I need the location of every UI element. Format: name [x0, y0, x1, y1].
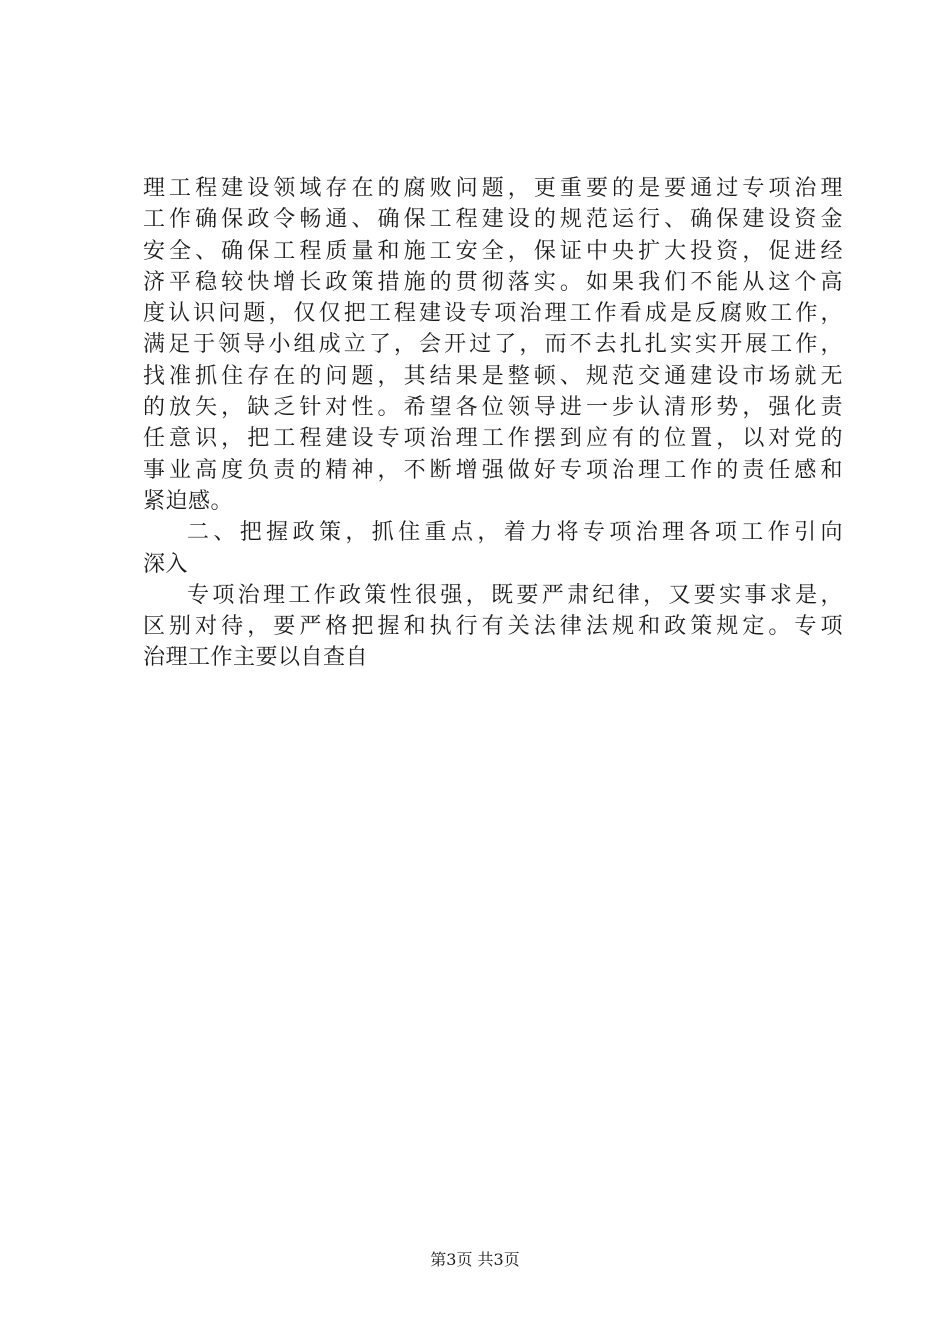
paragraph-line: 专项治理工作政策性很强，既要严肃纪律，又要实事求是，	[187, 582, 843, 608]
paragraph-line: 区别对待，要严格把握和执行有关法律法规和政策规定。专项	[143, 614, 843, 640]
body-text	[143, 173, 843, 674]
paragraph-line: 事业高度负责的精神，不断增强做好专项治理工作的责任感和	[143, 457, 843, 483]
page-footer	[0, 1247, 950, 1270]
page-indicator: 第3页 共3页	[430, 1250, 520, 1269]
section-heading-line: 二、把握政策，抓住重点，着力将专项治理各项工作引向	[187, 520, 843, 546]
paragraph-line: 度认识问题，仅仅把工程建设专项治理工作看成是反腐败工作，	[143, 301, 843, 327]
paragraph-line: 紧迫感。	[143, 488, 234, 514]
section-heading-line: 深入	[143, 551, 189, 577]
paragraph-line: 满足于领导小组成立了，会开过了，而不去扎扎实实开展工作，	[143, 332, 843, 358]
paragraph-line: 找准抓住存在的问题，其结果是整顿、规范交通建设市场就无	[143, 363, 843, 389]
paragraph-line: 工作确保政令畅通、确保工程建设的规范运行、确保建设资金	[143, 207, 843, 233]
paragraph-line: 理工程建设领域存在的腐败问题，更重要的是要通过专项治理	[143, 176, 843, 201]
paragraph-line: 济平稳较快增长政策措施的贯彻落实。如果我们不能从这个高	[143, 269, 843, 295]
paragraph-line: 的放矢，缺乏针对性。希望各位领导进一步认清形势，强化责	[143, 395, 843, 421]
paragraph-line: 治理工作主要以自查自	[143, 645, 369, 671]
paragraph-line: 安全、确保工程质量和施工安全，保证中央扩大投资，促进经	[143, 238, 843, 264]
paragraph-line: 任意识，把工程建设专项治理工作摆到应有的位置，以对党的	[143, 426, 843, 452]
